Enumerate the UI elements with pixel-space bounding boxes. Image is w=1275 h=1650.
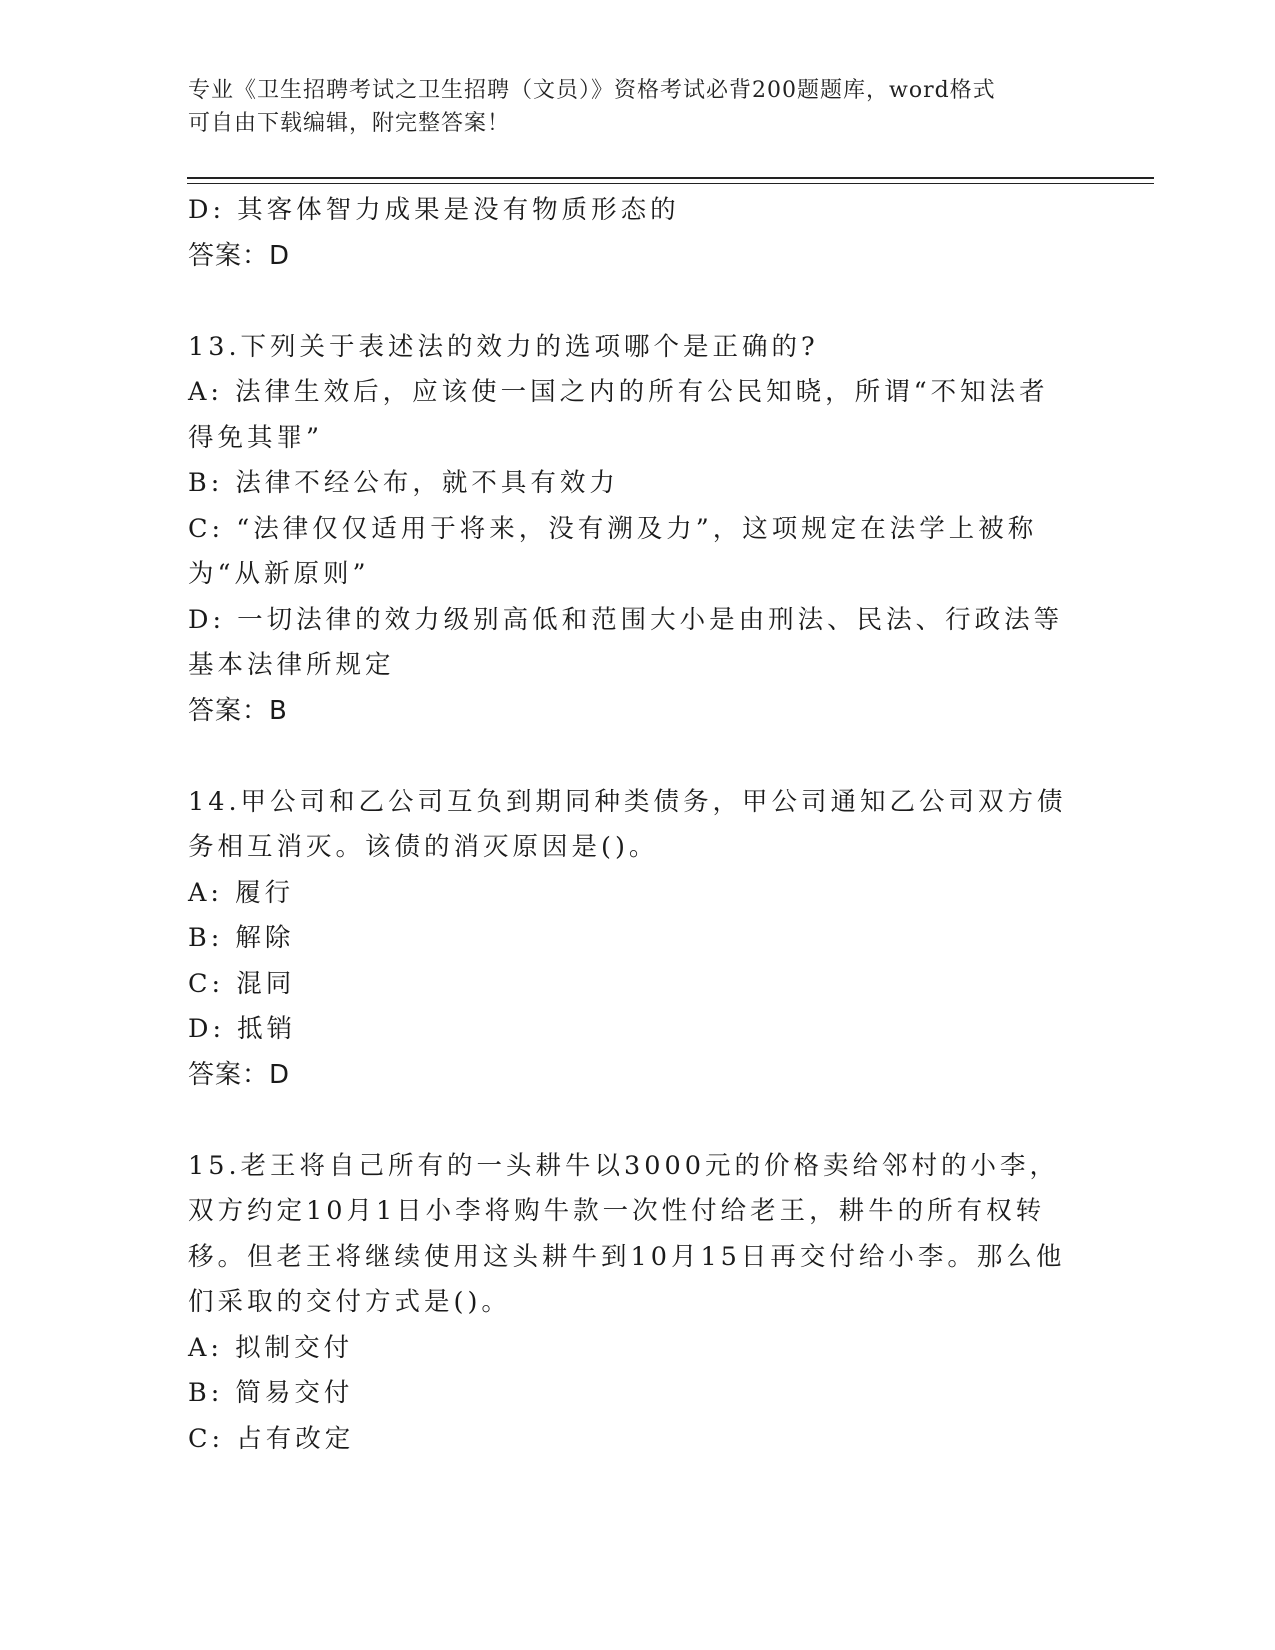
option-a: A: 法律生效后，应该使一国之内的所有公民知晓，所谓“不知法者得免其罪” xyxy=(188,377,1049,453)
question-14 xyxy=(188,780,1088,1099)
header-divider-thick xyxy=(187,177,1154,179)
spacer xyxy=(188,734,1088,780)
header-divider-thin xyxy=(187,183,1154,184)
option-b: B: 解除 xyxy=(188,923,295,953)
question-stem: 14.甲公司和乙公司互负到期同种类债务，甲公司通知乙公司双方债务相互消灭。该债的消灭原因是()。 xyxy=(188,786,1067,862)
question-15 xyxy=(188,1144,1088,1463)
option-a: A: 履行 xyxy=(188,877,295,908)
answer: 答案：B xyxy=(188,695,288,726)
header-line-1: 专业《卫生招聘考试之卫生招聘（文员）》资格考试必背200题题库，word格式 xyxy=(188,78,996,103)
spacer xyxy=(188,279,1088,325)
prev-answer: 答案：D xyxy=(188,240,291,271)
question-content xyxy=(188,188,1088,1462)
document-header xyxy=(188,74,1068,140)
option-a: A: 拟制交付 xyxy=(188,1332,354,1363)
spacer xyxy=(188,1098,1088,1144)
question-stem: 15.老王将自己所有的一头耕牛以3000元的价格卖给邻村的小李，双方约定10月1日小李将购牛款一次性付给老王，耕牛的所有权转移。但老王将继续使用这头耕牛到10月15日再交付给小李。那么他们采取的交付方式是()。 xyxy=(188,1150,1066,1317)
question-stem: 13.下列关于表述法的效力的选项哪个是正确的? xyxy=(188,331,819,362)
option-b: B: 简易交付 xyxy=(188,1378,354,1408)
option-d: D: 一切法律的效力级别高低和范围大小是由刑法、民法、行政法等基本法律所规定 xyxy=(188,604,1064,680)
option-d: D: 抵销 xyxy=(188,1014,297,1044)
option-c: C: 混同 xyxy=(188,968,296,999)
question-13 xyxy=(188,325,1088,735)
option-b: B: 法律不经公布，就不具有效力 xyxy=(188,468,619,498)
header-line-2: 可自由下载编辑，附完整答案！ xyxy=(188,111,511,136)
option-c: C: 占有改定 xyxy=(188,1423,355,1454)
answer: 答案：D xyxy=(188,1059,291,1090)
option-c: C: “法律仅仅适用于将来，没有溯及力”，这项规定在法学上被称为“从新原则” xyxy=(188,513,1038,589)
prev-option-d: D: 其客体智力成果是没有物质形态的 xyxy=(188,195,680,225)
